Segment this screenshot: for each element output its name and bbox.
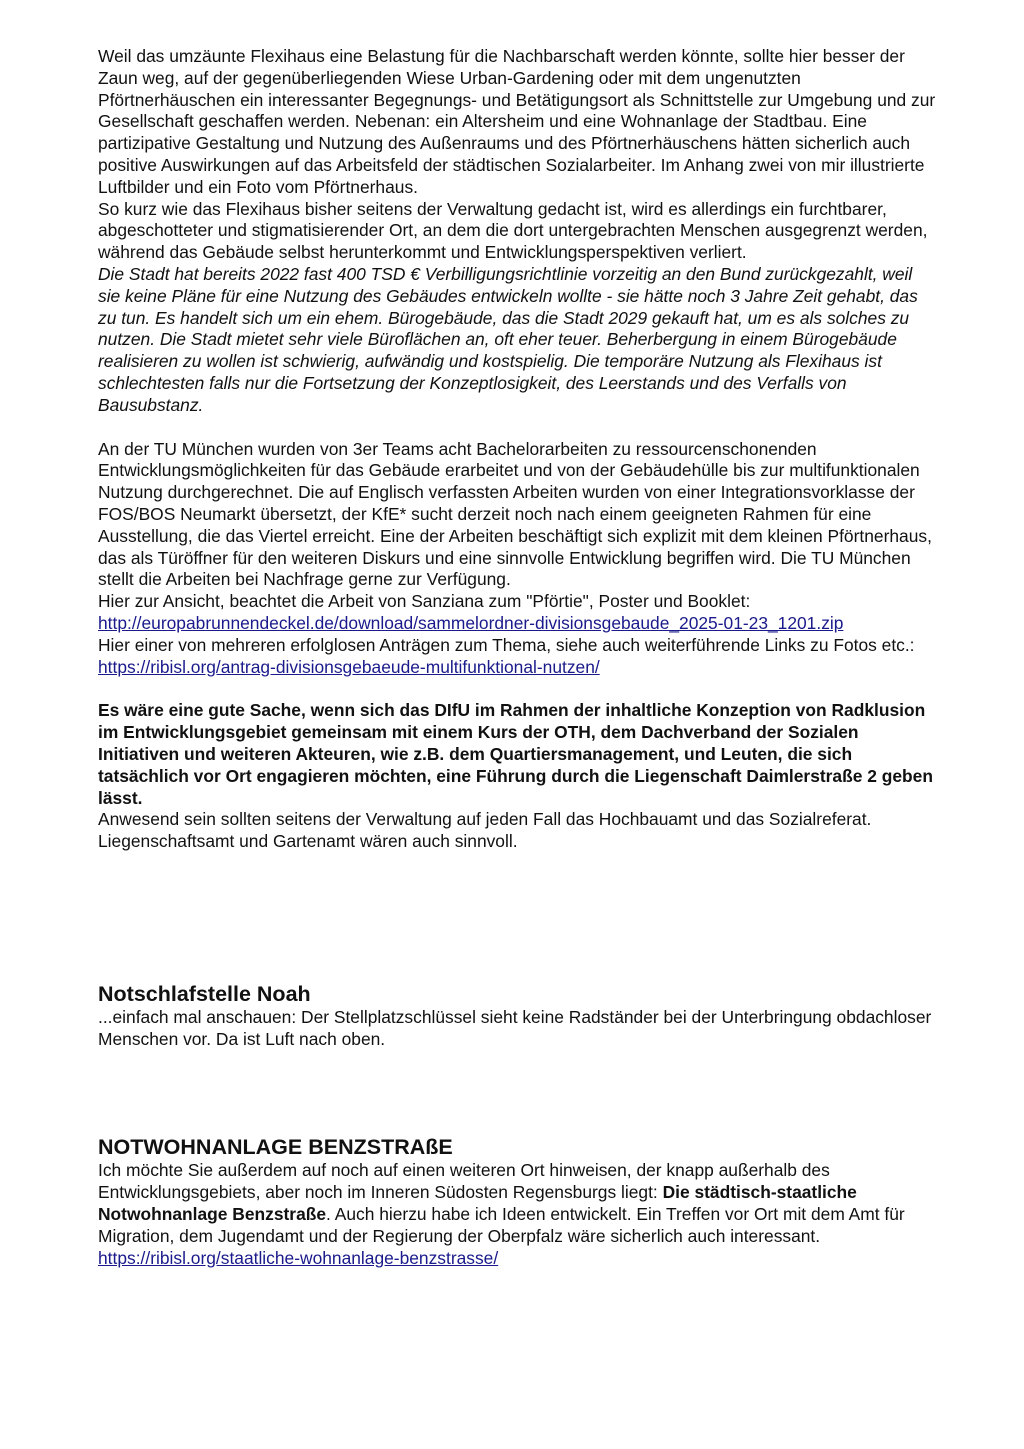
benzstrasse-link[interactable]: https://ribisl.org/staatliche-wohnanlage-benzstrasse/ <box>98 1247 499 1268</box>
paragraph-antraege <box>98 635 938 679</box>
paragraph-flexihaus-fence: Weil das umzäunte Flexihaus eine Belastung für die Nachbarschaft werden könnte, sollte hier besser der Zaun weg, auf der gegenüberliegenden Wiese Urban-Gardening oder mit dem ungenutzten Pförtnerhäuschen ein interessanter Begegnungs- und Betätigungsort als Schnittstelle zur Umgebung und zur Gesellschaft geschaffen werden. Nebenan: ein Altersheim und eine Wohnanlage der Stadtbau. Eine partizipative Gestaltung und Nutzung des Außenraums und des Pförtnerhäuschens hätten sicherlich auch positive Auswirkungen auf das Arbeitsfeld der städtischen Sozialarbeiter. Im Anhang zwei von mir illustrierte Luftbilder und ein Foto vom Pförtnerhaus. <box>98 46 936 197</box>
heading-notwohnanlage-benzstrasse: NOTWOHNANLAGE BENZSTRAßE <box>98 1135 453 1160</box>
spacer <box>98 417 938 439</box>
benzstrasse-intro-text: Ich möchte Sie außerdem auf noch auf einen weiteren Ort hinweisen, der knapp außerhalb des Entwicklungsgebiets, aber noch im Inneren Südosten Regensburgs liegt: <box>98 1160 830 1203</box>
spacer <box>98 1050 938 1134</box>
heading-notschlafstelle-noah: Notschlafstelle Noah <box>98 981 311 1006</box>
sammelordner-download-link[interactable]: http://europabrunnendeckel.de/download/sammelordner-divisionsgebaude_2025-01-23_1201.zip <box>98 612 844 633</box>
antrag-divisionsgebaeude-link[interactable]: https://ribisl.org/antrag-divisionsgebaeude-multifunktional-nutzen/ <box>98 656 600 677</box>
antraege-text: Hier einer von mehreren erfolglosen Anträgen zum Thema, siehe auch weiterführende Links zu Fotos etc.: <box>98 634 915 655</box>
paragraph-poster-booklet <box>98 591 938 635</box>
poster-booklet-text: Hier zur Ansicht, beachtet die Arbeit von Sanziana zum "Pförtie", Poster und Booklet: <box>98 591 751 612</box>
benzstrasse-rest-text: . Auch hierzu habe ich Ideen entwickelt. Ein Treffen vor Ort mit dem Amt für Migration, dem Jugendamt und der Regierung der Oberpfalz wäre sicherlich auch interessant. <box>98 1204 905 1246</box>
paragraph-noah: ...einfach mal anschauen: Der Stellplatzschlüssel sieht keine Radständer bei der Unterbringung obdachloser Menschen vor. Da ist Luft nach oben. <box>98 1006 932 1049</box>
paragraph-difu-request: Es wäre eine gute Sache, wenn sich das DIfU im Rahmen der inhaltliche Konzeption von Radklusion im Entwicklungsgebiet gemeinsam mit einem Kurs der OTH, dem Dachverband der Sozialen Initiativen und weiteren Akteuren, wie z.B. dem Quartiersmanagement, und Leuten, die sich tatsächlich vor Ort engagieren möchten, eine Führung durch die Liegenschaft Daimlerstraße 2 geben lässt. <box>98 700 933 808</box>
benzstrasse-bold-text: Die städtisch-staatliche Notwohnanlage Benzstraße <box>98 1182 857 1225</box>
document-page <box>98 46 938 1269</box>
paragraph-tu-muenchen: An der TU München wurden von 3er Teams acht Bachelorarbeiten zu ressourcenschonenden Entwicklungsmöglichkeiten für das Gebäude erarbeitet und von der Gebäudehülle bis zur multifunktionalen Nutzung durchgerechnet. Die auf Englisch verfassten Arbeiten wurden von einer Integrationsvorklasse der FOS/BOS Neumarkt übersetzt, der KfE* sucht derzeit noch nach einem geeigneten Rahmen für eine Ausstellung, die das Viertel erreicht. Eine der Arbeiten beschäftigt sich explizit mit dem kleinen Pförtnerhaus, das als Türöffner für den weiteren Diskurs und eine sinnvolle Entwicklung begriffen wird. Die TU München stellt die Arbeiten bei Nachfrage gerne zur Verfügung. <box>98 438 932 590</box>
spacer <box>98 678 938 700</box>
paragraph-city-repayment: Die Stadt hat bereits 2022 fast 400 TSD € Verbilligungsrichtlinie vorzeitig an den Bund zurückgezahlt, weil sie keine Pläne für eine Nutzung des Gebäudes entwickeln wollte - sie hätte noch 3 Jahre Zeit gehabt, das zu tun. Es handelt sich um ein ehem. Bürogebäude, das die Stadt 2029 gekauft hat, um es als solches zu nutzen. Die Stadt mietet sehr viele Büroflächen an, oft eher teuer. Beherbergung in einem Bürogebäude realisieren zu wollen ist schwierig, aufwändig und kostspielig. Die temporäre Nutzung als Flexihaus ist schlechtesten falls nur die Fortsetzung der Konzeptlosigkeit, des Leerstands und des Verfalls von Bausubstanz. <box>98 263 918 415</box>
paragraph-attendees: Anwesend sein sollten seitens der Verwaltung auf jeden Fall das Hochbauamt und das Sozialreferat. Liegenschaftsamt und Gartenamt wären auch sinnvoll. <box>98 809 872 852</box>
spacer <box>98 853 938 981</box>
paragraph-flexihaus-administration: So kurz wie das Flexihaus bisher seitens der Verwaltung gedacht ist, wird es allerdings ein furchtbarer, abgeschotteter und stigmatisierender Ort, an dem die dort untergebrachten Menschen ausgegrenzt werden, während das Gebäude selbst herunterkommt und Entwicklungsperspektiven verliert. <box>98 198 928 263</box>
paragraph-benzstrasse <box>98 1160 938 1269</box>
